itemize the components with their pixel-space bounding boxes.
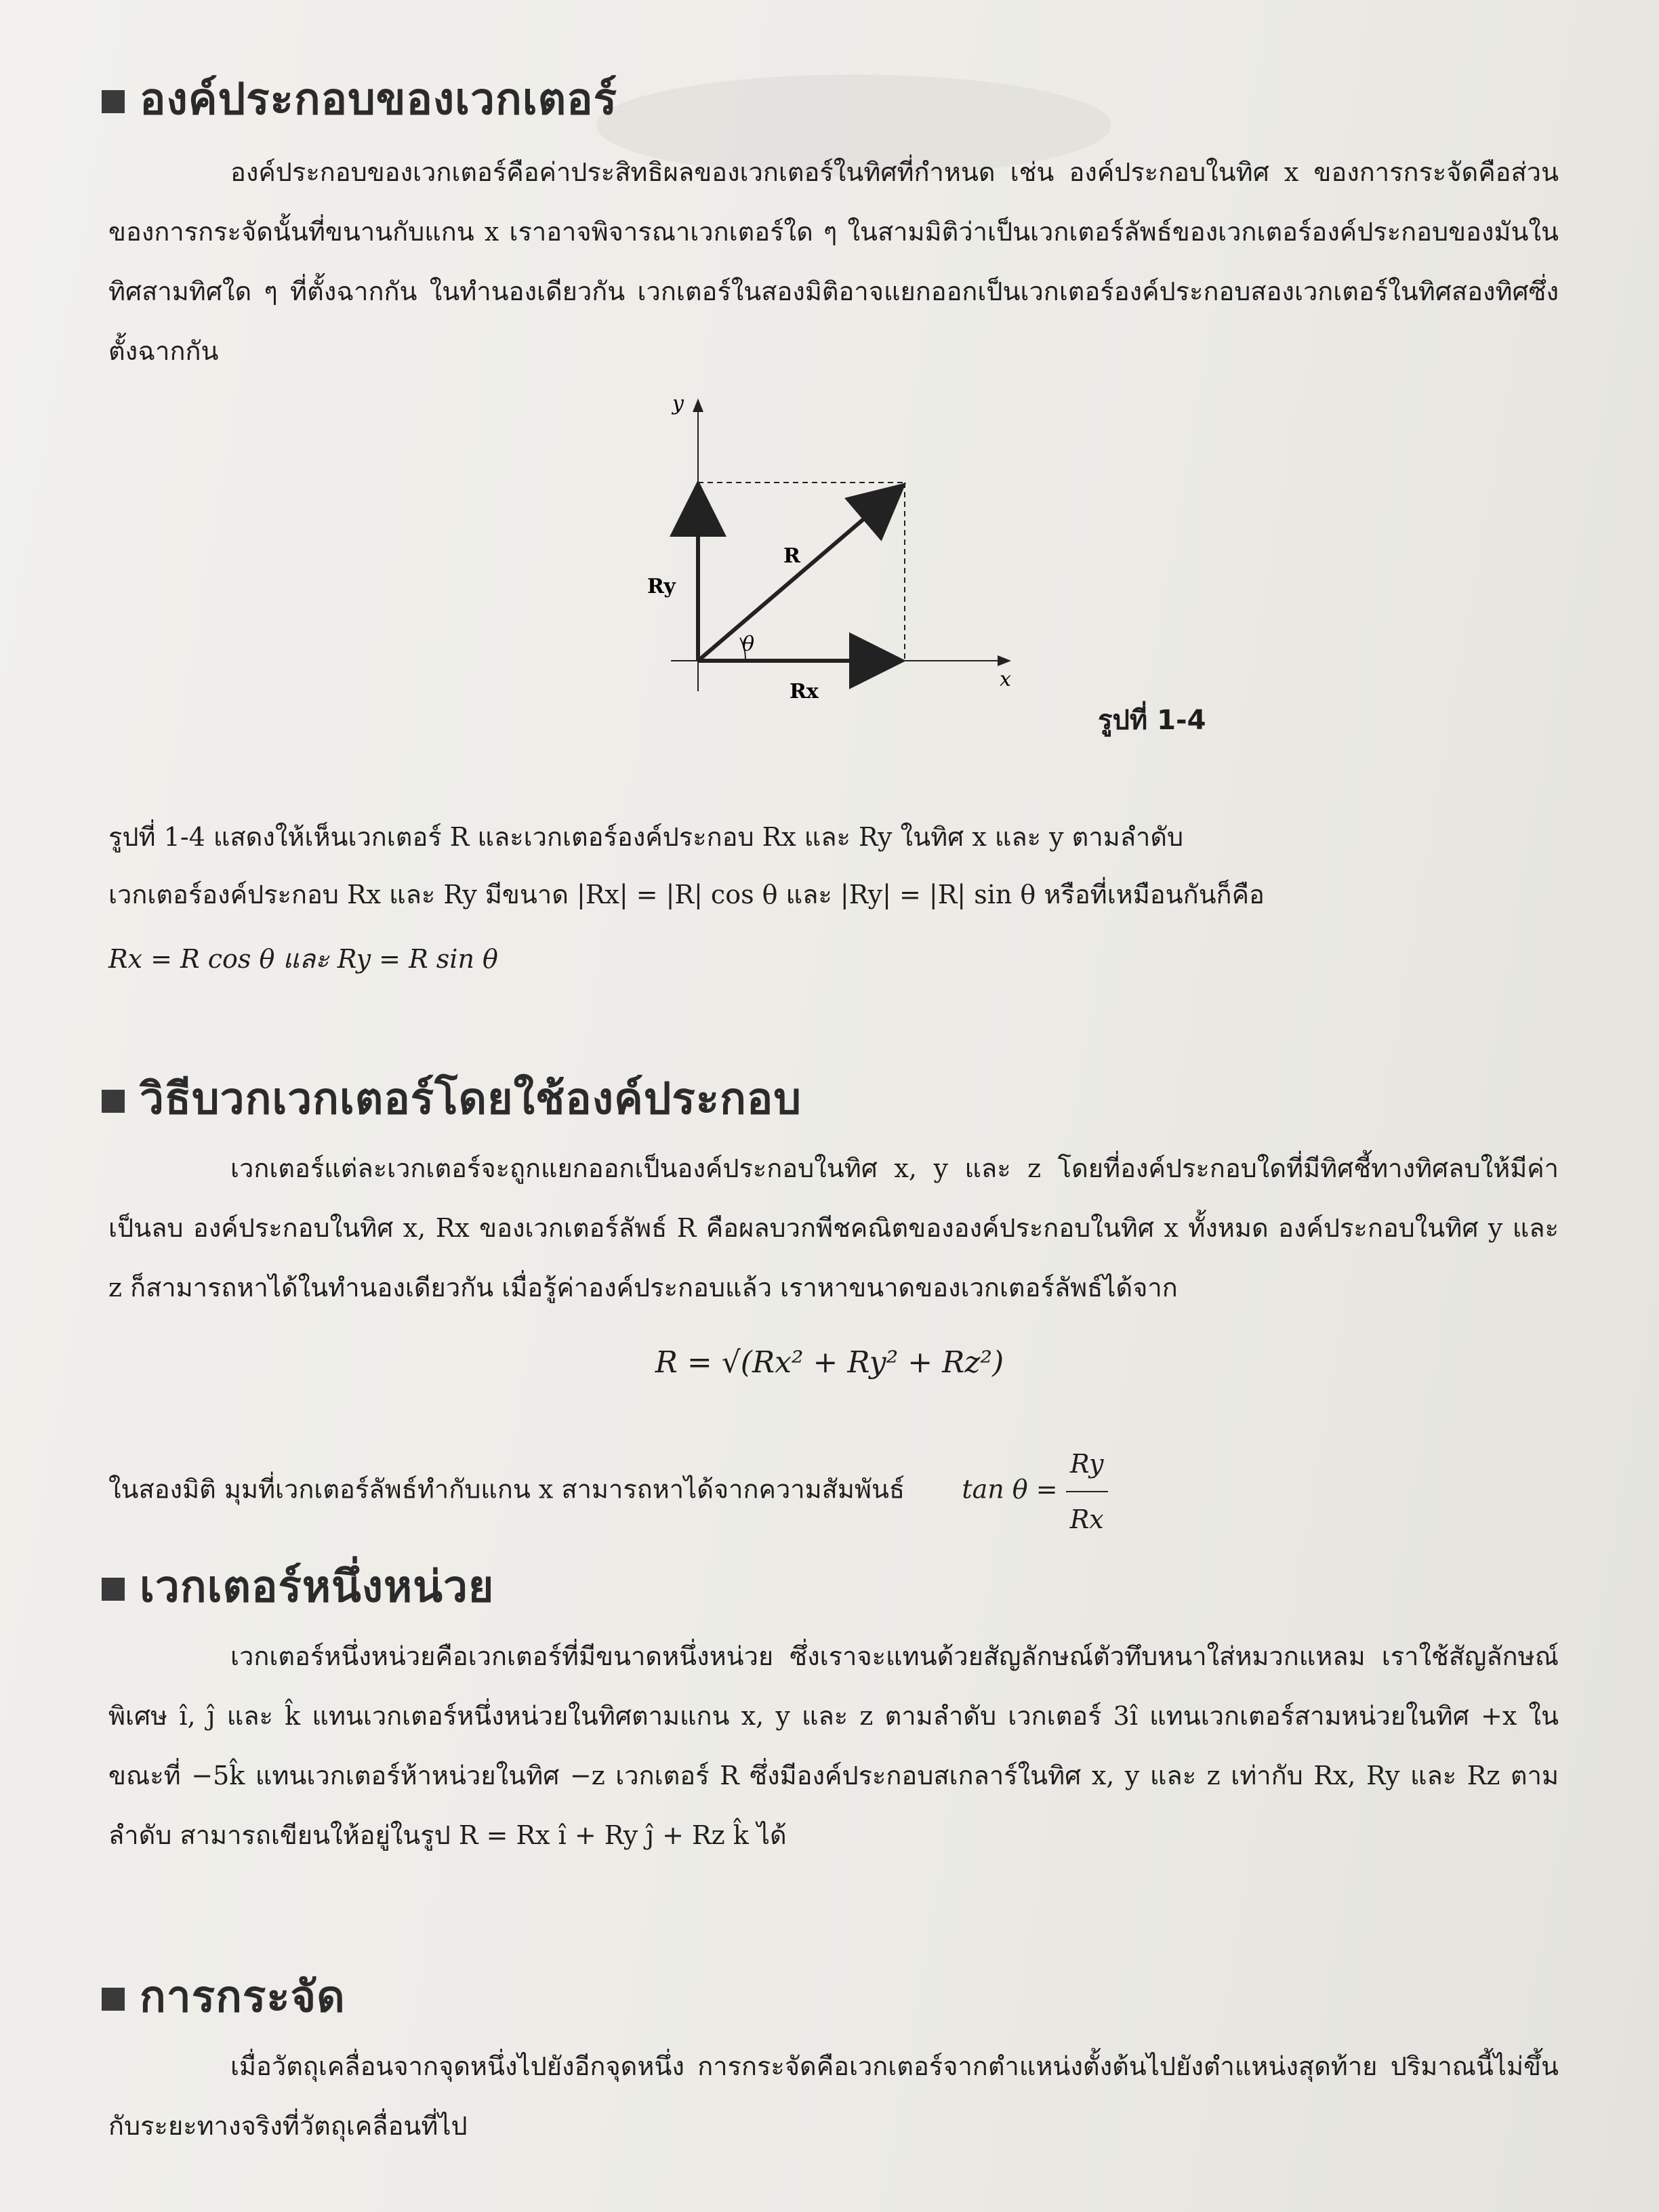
section-heading-vector-components: องค์ประกอบของเวกเตอร์ — [102, 64, 617, 134]
paragraph-displacement: เมื่อวัตถุเคลื่อนจากจุดหนึ่งไปยังอีกจุดหนึ่ง การกระจัดคือเวกเตอร์จากตำแหน่งตั้งต้นไปยังตำแหน่งสุดท้าย ปริมาณนี้ไม่ขึ้นกับระยะทางจริงที่วัตถุเคลื่อนที่ไป — [108, 2051, 1559, 2141]
label-r: R — [783, 544, 800, 568]
fraction-denominator: Rx — [1069, 1504, 1104, 1534]
bullet-square-icon — [102, 1090, 125, 1113]
angle-relation-line — [108, 1437, 1559, 1547]
magnitude-equation: R = √(Rx² + Ry² + Rz²) — [655, 1345, 1004, 1380]
section-heading-component-addition: วิธีบวกเวกเตอร์โดยใช้องค์ประกอบ — [102, 1064, 802, 1133]
angle-relation-text: ในสองมิติ มุมที่เวกเตอร์ลัพธ์ทำกับแกน x สามารถหาได้จากความสัมพันธ์ — [108, 1474, 905, 1504]
bullet-square-icon — [102, 1988, 125, 2011]
figure-description-line2: เวกเตอร์องค์ประกอบ Rx และ Ry มีขนาด |Rx| = |R| cos θ และ |Ry| = |R| sin θ หรือที่เหมือนกันก็คือ — [108, 880, 1265, 909]
figure-description-line1: รูปที่ 1-4 แสดงให้เห็นเวกเตอร์ R และเวกเตอร์องค์ประกอบ Rx และ Ry ในทิศ x และ y ตามลำดับ — [108, 822, 1184, 852]
label-y-axis: y — [672, 392, 684, 415]
paragraph-component-addition: เวกเตอร์แต่ละเวกเตอร์จะถูกแยกออกเป็นองค์ประกอบในทิศ x, y และ z โดยที่องค์ประกอบใดที่มีทิศชี้ทางทิศลบให้มีค่าเป็นลบ องค์ประกอบในทิศ x, Rx ของเวกเตอร์ลัพธ์ R คือผลบวกพีชคณิตขององค์ประกอบในทิศ x ทั้งหมด องค์ประกอบในทิศ y และ z ก็สามารถหาได้ในทำนองเดียวกัน เมื่อรู้ค่าองค์ประกอบแล้ว เราหาขนาดของเวกเตอร์ลัพธ์ได้จาก — [108, 1153, 1559, 1303]
component-equations: Rx = R cos θ และ Ry = R sin θ — [108, 944, 498, 974]
angle-fraction — [1066, 1437, 1108, 1547]
label-rx: Rx — [790, 680, 819, 703]
label-theta: θ — [742, 632, 755, 656]
section-heading-unit-vector: เวกเตอร์หนึ่งหน่วย — [102, 1552, 494, 1621]
figure-caption: รูปที่ 1-4 — [1098, 705, 1206, 736]
bullet-square-icon — [102, 1578, 125, 1601]
label-x-axis: x — [1000, 668, 1011, 691]
paragraph-unit-vector: เวกเตอร์หนึ่งหน่วยคือเวกเตอร์ที่มีขนาดหนึ่งหน่วย ซึ่งเราจะแทนด้วยสัญลักษณ์ตัวทึบหนาใส่หมวกแหลม เราใช้สัญลักษณ์พิเศษ î, ĵ และ k̂ แทนเวกเตอร์หนึ่งหน่วยในทิศตามแกน x, y และ z ตามลำดับ เวกเตอร์ 3î แทนเวกเตอร์สามหน่วยในทิศ +x ในขณะที่ −5k̂ แทนเวกเตอร์ห้าหน่วยในทิศ −z เวกเตอร์ R ซึ่งมีองค์ประกอบสเกลาร์ในทิศ x, y และ z เท่ากับ Rx, Ry และ Rz ตามลำดับ สามารถเขียนให้อยู่ในรูป R = Rx î + Ry ĵ + Rz k̂ ได้ — [108, 1641, 1559, 1850]
vector-r — [698, 488, 900, 661]
tan-theta-label: tan θ = — [962, 1474, 1058, 1504]
fraction-numerator: Ry — [1066, 1437, 1108, 1492]
bullet-square-icon — [102, 90, 125, 113]
vector-component-diagram — [630, 386, 1064, 725]
section-heading-displacement: การกระจัด — [102, 1962, 346, 2031]
label-ry: Ry — [647, 575, 676, 598]
paragraph-vector-components: องค์ประกอบของเวกเตอร์คือค่าประสิทธิผลของเวกเตอร์ในทิศที่กำหนด เช่น องค์ประกอบในทิศ x ของการกระจัดคือส่วนของการกระจัดนั้นที่ขนานกับแกน x เราอาจพิจารณาเวกเตอร์ใด ๆ ในสามมิติว่าเป็นเวกเตอร์ลัพธ์ของเวกเตอร์องค์ประกอบของมันในทิศสามทิศใด ๆ ที่ตั้งฉากกัน ในทำนองเดียวกัน เวกเตอร์ในสองมิติอาจแยกออกเป็นเวกเตอร์องค์ประกอบสองเวกเตอร์ในทิศสองทิศซึ่งตั้งฉากกัน — [108, 157, 1559, 366]
